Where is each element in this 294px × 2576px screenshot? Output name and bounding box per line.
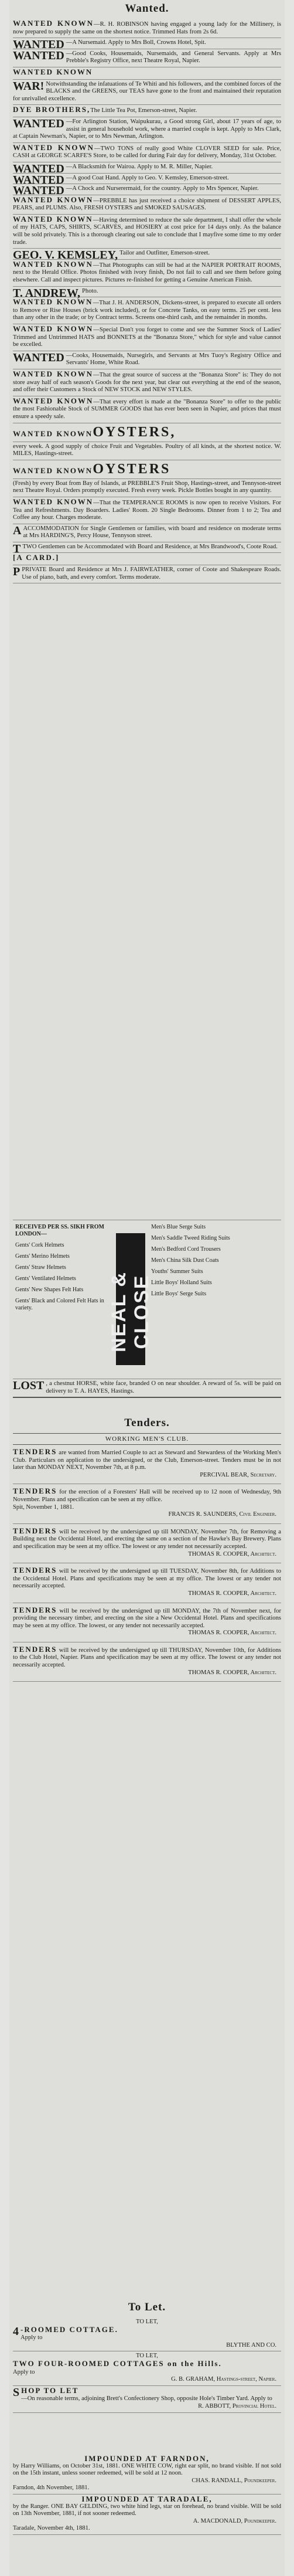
wanted-heading: Wanted. [125,2,169,15]
advert-text: Photo. [82,287,98,294]
newspaper-page [9,0,285,2576]
tender-signature: FRANCIS R. SAUNDERS, Civil Engineer. [168,1511,276,1518]
lost-lead: LOST [13,1379,45,1392]
wanted-advert [13,460,281,479]
neal-close-right-item: Men's Bedford Cord Trousers [151,1246,221,1253]
wanted-advert [13,479,281,497]
wanted-advert [13,542,281,554]
lost-horse-notice [13,1379,281,1398]
advert-lead: WANTED KNOWN [13,324,94,333]
advert-text: —That Photographs can still be had at the NAPIER PORTRAIT ROOMS, next to the Herald Office. Photos finished with ivory finish, Do not fail to call and see them before going elsewhere. Call and inspect pictures. Pictures re-finished for getting a Genuine American Finish. [13,262,281,284]
advert-text: —A good Coat Hand. Apply to Geo. V. Kemsley, Emerson-street. [66,174,229,181]
wanted-advert [13,351,281,369]
tender-text: are wanted from Married Couple to act as Steward and Stewardess of the Working Men's Club. Particulars on application to the undersigned, or the Club, Emerson-street. Tenders must be in not later than MONDAY NEXT, November 7th, at 8 p.m. [13,1450,281,1471]
tender-text: will be received by the undersigned up till MONDAY, November 7th, for Removing a Building next the Occidental Hotel, and erecting the same on a section of the Hawke's Bay Brewery. Plans and specification may be seen at my office. The lowest or any tender not necessarily accepted. [13,1528,281,1550]
wanted-advert [13,105,281,117]
neal-close-received-heading: RECEIVED PER SS. SIKH FROM LONDON— [15,1224,104,1237]
neal-close-right-item: Men's Blue Serge Suits [151,1224,206,1230]
tender-body [13,1448,281,1472]
advert-lead: WANTED KNOWN [13,396,94,405]
advert-text: —That J. H. ANDERSON, Dickens-street, is prepared to execute all orders to Remove or Rise Houses (brick work included), or for Concrete Tanks, on easy terms. 25 per cent. less than any other in the trade; or by Contract terms. Screens one-third cash, and the remainder in months. [13,300,281,321]
advert-lead: GEO. V. KEMSLEY, [13,249,118,262]
neal-close-advert [13,1220,281,1379]
advert-lead: WANTED KNOWN [13,297,93,307]
tenders-heading: Tenders. [124,1417,170,1429]
to-let-signature: BLYTHE AND CO. [226,2341,276,2348]
tender-text: for the erection of a Foresters' Hall will be received up to 12 noon of Wednesday, 9th November. Plans and specification can be seen at my office. [13,1489,281,1503]
advert-lead: WANTED [13,49,64,62]
advert-text: —A Blacksmith for Wairoa. Apply to M. R. Miller, Napier. [66,163,213,170]
neal-close-left-item: Gents' Merino Helmets [15,1253,70,1260]
tender-notice [13,1642,281,1682]
tender-lead: TENDERS [13,1486,57,1496]
to-let-advert [13,2317,281,2351]
neal-close-left-item: Gents' Straw Helmets [15,1264,66,1271]
advert-lead: WANTED [13,38,64,52]
advert-text: —R. H. ROBINSON having engaged a young lady for the Millinery, is now prepared to supply the same on the shortest notice. Trimmed Hats from 2s 6d. [13,21,281,35]
tender-body [13,1607,281,1630]
advert-lead: WANTED [13,117,64,130]
advert-lead: WANTED KNOWN [13,214,93,223]
advert-text: —Special Don't you forget to come and see the Summer Stock of Ladies' Trimmed and Untrimmed HATS and BONNETS at the "Bonanza Store," which for style and value cannot be excelled. [13,327,281,348]
wanted-advert [13,249,281,260]
to-let-text: Apply to [20,2334,43,2341]
advert-text: OYSTERS [93,461,171,477]
wanted-advert [13,195,281,215]
advert-lead: WANTED KNOWN [13,67,93,76]
wanted-advert [13,49,281,67]
tender-notice [13,1524,281,1563]
to-let-signature: G. B. GRAHAM, Hastings-street, Napier. [171,2376,276,2383]
advert-text: The Little Tea Pot, Emerson-street, Napier. [90,107,197,114]
wanted-advert [13,19,281,38]
tender-lead: TENDERS [13,1644,57,1654]
to-let-heading: To Let. [128,2301,166,2313]
to-let-text: Apply to [13,2368,35,2375]
wanted-advert [13,553,281,565]
neal-close-left-item: Gents' Black and Colored Felt Hats in variety. [15,1298,104,1311]
advert-text: —That the TEMPERANCE ROOMS is now open to receive Visitors. For Tea and Refreshments. Day Boarders. Ladies' Room. 20 Single Bedrooms. Dinner from 1 to 2; Tea and Coffee any hour. Charges moderate. [13,499,281,521]
to-let-lead: S [13,2385,20,2399]
advert-text: Tailor and Outfitter, Emerson-street. [119,250,210,257]
neal-close-left-item: Gents' New Shapes Felt Hats [15,1287,84,1293]
impounded-notice [13,2454,281,2494]
tender-body [13,1528,281,1551]
advert-text: (Fresh) by every Boat from Bay of Islands, at PREBBLE'S Fruit Shop, Hastings-street, and Tennyson-street next Theatre Royal. Orders promptly executed. Fresh every week. Pickle Bottles bought in any quantity. [13,480,281,494]
advert-lead: WANTED [13,173,64,186]
tender-signature: THOMAS R. COOPER, Architect. [188,1630,276,1637]
advert-text: Notwithstanding the infatuations of Te Whiti and his followers, and the combined forces of the BLACKS and the GREENS, our TEAS have gone to the front and maintained their reputation for unrivalled excellence. [13,80,281,102]
to-let-title: TWO FOUR-ROOMED COTTAGES on the Hills. [13,2358,222,2368]
tender-lead: TENDERS [13,1526,57,1535]
advert-lead: WANTED KNOWN [13,195,94,204]
wanted-ads-list [13,19,281,583]
neal-close-banner-text: NEAL & CLOSE [108,1271,153,1352]
tender-text: will be received by the undersigned up till MONDAY, the 7th of November next, for providing the necessary timber, and erecting on the site a New Occidental Hotel. Plans and specifications may be seen at my office. The lowest, or any tender not necessarily accepted. [13,1607,281,1629]
advert-text: —Good Cooks, Housemaids, Nursemaids, and General Servants. Apply at Mrs Prebble's Registry Office, next Theatre Royal, Napier. [66,50,281,65]
advert-lead: WANTED [13,162,64,175]
neal-close-right-item: Little Boys' Holland Suits [151,1279,212,1286]
lost-advert [13,1379,281,1403]
tender-lead: TENDERS [13,1605,57,1614]
advert-lead: WANTED [13,351,64,364]
tender-date: Spit, November 1, 1881. [13,1503,74,1511]
tender-signature: THOMAS R. COOPER, Architect. [188,1590,276,1597]
to-let-advert [13,2386,281,2413]
impounded-list [13,2454,281,2535]
to-let-lead: 4 [13,2324,19,2338]
wanted-advert [13,143,281,162]
tenders-list [13,1445,281,1682]
advert-text: PRIVATE Board and Residence at Mrs J. FAIRWEATHER, corner of Coote and Shakespeare Roads. Use of piano, bath, and every comfort. Terms moderate. [22,566,281,581]
impounded-notice [13,2494,281,2535]
advert-text: —Cooks, Housemaids, Nursegirls, and Servants at Mrs Tuoy's Registry Office and Servants' Home, White Road. [66,352,281,366]
to-let-section [13,2299,281,2451]
tenders-section [13,1414,281,1837]
tender-lead: TENDERS [13,1566,57,1575]
wanted-advert [13,423,281,442]
advert-text: —TWO TONS of really good White CLOVER SEED for sale. Price, CASH at GEORGE SCARFE'S Store, to be called for during Fair day for delivery, Monday, 31st October. [13,145,281,159]
advert-lead: WANTED KNOWN [13,466,93,475]
wanted-advert [13,369,281,396]
neal-close-left-item: Gents' Cork Helmets [15,1242,64,1248]
tender-notice [13,1603,281,1642]
advert-text: —Having determined to reduce the sale department, I shall offer the whole of my HATS, CAPS, SHIRTS, SCARVES, and HOSIERY at cost price for 14 days only. As the balance will be sold privately. This is a thorough clearing out sale to conclude that I mayfive some time to my order trade. [13,216,281,246]
to-let-body [13,2360,281,2369]
advert-lead: WANTED KNOWN [13,259,93,269]
neal-close-left-item: Gents' Ventilated Helmets [15,1275,76,1282]
wanted-advert [13,324,281,351]
tender-notice [13,1445,281,1484]
advert-lead: DYE BROTHERS, [13,105,91,114]
advert-text: —A Chock and Nurserermaid, for the country. Apply to Mrs Spencer, Napier. [66,185,259,192]
to-let-title: HOP TO LET [21,2385,79,2395]
wanted-advert [13,287,281,298]
advert-lead: WANTED KNOWN [13,19,94,28]
to-let-signature: R. ABBOTT, Provincial Hotel. [198,2402,276,2409]
tender-signature: THOMAS R. COOPER, Architect. [188,1669,276,1676]
impounded-signature: CHAS. RANDALL, Poundkeeper. [192,2477,276,2484]
advert-text: —A Nursemaid. Apply to Mrs Boll, Crowns Hotel, Spit. [66,39,206,46]
wanted-advert [13,565,281,583]
tender-text: will be received by the undersigned up till THURSDAY, November 10th, for Additions to the Club Hotel, Napier. Plans and specification may be seen at my office. The lowest or any tender not necessarily accepted. [13,1647,281,1669]
impounded-date: Taradale, November 4th, 1881. [13,2525,90,2532]
wanted-advert [13,184,281,198]
to-let-title: -ROOMED COTTAGE. [20,2324,118,2334]
neal-close-left-column [15,1224,114,1316]
wanted-advert [13,80,281,106]
neal-close-right-item: Youths' Summer Suits [151,1268,203,1275]
wanted-advert [13,162,281,174]
tender-body [13,1567,281,1590]
tender-body [13,1646,281,1669]
impounded-text: by the Ranger. ONE BAY GELDING, two white hind legs, star on forehead, no brand visible. Will be sold on 13th November, 1881, if not sooner redeemed. [13,2503,281,2517]
advert-text: TWO Gentlemen can be Accommodated with Board and Residence, at Mrs Brandwood's, Coote Road. [22,543,278,550]
impounded-section [13,2454,281,2574]
working-mens-club-heading: WORKING MEN'S CLUB. [13,1433,281,1445]
neal-close-right-item: Men's Saddle Tweed Riding Suits [151,1235,230,1241]
advert-lead: T [13,542,21,555]
wanted-advert [13,174,281,185]
to-let-text: —On reasonable terms, adjoining Brett's Confectionery Shop, opposite Hole's Timber Yard. Apply to [21,2395,272,2402]
wanted-advert [13,117,281,143]
advert-lead: WANTED KNOWN [13,369,94,378]
advert-lead: P [13,565,20,579]
to-let-advert [13,2351,281,2385]
tender-notice [13,1563,281,1603]
advert-lead: WANTED KNOWN [13,142,94,152]
advert-text: —That the great source of success at the "Bonanza Store" is: They do not store away half of each season's Goods for the next year, but clear out everything at the end of the season, and offer their Customers a Stock of NEW STOCK and NEW STYLES. [13,371,281,393]
impounded-heading: IMPOUNDED AT TARADALE, [81,2494,213,2503]
wanted-advert [13,524,281,542]
advert-lead: [A CARD.] [13,553,60,562]
wanted-advert [13,215,281,249]
impounded-signature: A. MACDONALD, Poundkeeper. [193,2517,276,2524]
advert-lead: WAR! [13,79,45,93]
advert-text: —That every effort is made at the "Bonanza Store" to offer to the public the most Fashionable Stock of SUMMER GOODS that has ever been seen in Napier, and prices that must ensure a speedy sale. [13,398,281,420]
impounded-text: by Harry Williams, on October 31st, 1881. ONE WHITE COW, right ear split, no brand visible. If not sold on the 15th instant, unless sooner redeemed, will be sold at 12 noon. [13,2462,281,2477]
advert-lead: WANTED [13,184,64,198]
advert-lead: A [13,524,22,537]
tender-body [13,1488,281,1503]
advert-text: —For Arlington Station, Waipukurau, a Good strong Girl, about 17 years of age, to assist in general household work, where a married couple is kept. Apply to Mrs Clark, at Captain Newman's, Napier, or to Mrs Newman, Arlington. [13,118,281,140]
neal-close-right-item: Men's China Silk Dust Coats [151,1257,219,1264]
wanted-advert [13,38,281,52]
neal-close-right-column [151,1224,274,1302]
tender-signature: THOMAS R. COOPER, Architect. [188,1550,276,1557]
wanted-advert [13,67,281,80]
wanted-advert [13,442,281,460]
advert-text: OYSTERS, [93,424,176,440]
tender-text: will be received by the undersigned up till TUESDAY, November 8th, for Additions to the Occidental Hotel. Plans and specifications may be seen at my office. The lowest or any tender not necessarily accepted. [13,1568,281,1590]
lost-text: , a chestnut HORSE, white face, branded O on near shoulder. A reward of 5s. will be paid on delivery to T. A. HAYES, Hastings. [46,1380,281,1394]
advert-lead: WANTED KNOWN [13,429,93,438]
advert-lead: WANTED KNOWN [13,497,94,506]
tender-lead: TENDERS [13,1447,57,1456]
tender-notice [13,1484,281,1523]
to-let-pre: TO LET, [136,2353,158,2360]
to-let-pre: TO LET, [136,2319,158,2325]
advert-text: —PREBBLE has just received a choice shipment of DESSERT APPLES, PEARS, and PLUMS. Also, FRESH OYSTERS and SMOKED SAUSAGES. [13,197,281,212]
impounded-heading: IMPOUNDED AT FARNDON, [84,2454,210,2463]
wanted-advert [13,396,281,423]
wanted-advert [13,297,281,324]
neal-close-banner [108,1233,153,1365]
wanted-advert [13,497,281,524]
neal-close-right-item: Little Boys' Serge Suits [151,1291,207,1297]
advert-text: ACCOMMODATION for Single Gentlemen or families, with board and residence on moderate terms at Mrs HARDING'S, Percy House, Tennyson street. [23,525,281,539]
advert-lead: T. ANDREW, [13,286,81,300]
tender-signature: PERCIVAL BEAR, Secretary. [200,1471,276,1478]
to-let-list [13,2317,281,2413]
wanted-advert [13,260,281,287]
advert-text: every week. A good supply of choice Fruit and Vegetables. Poultry of all kinds, at the shortest notice. W. MILES, Hastings-street. [13,443,281,457]
impounded-date: Farndon, 4th November, 1881. [13,2485,90,2492]
